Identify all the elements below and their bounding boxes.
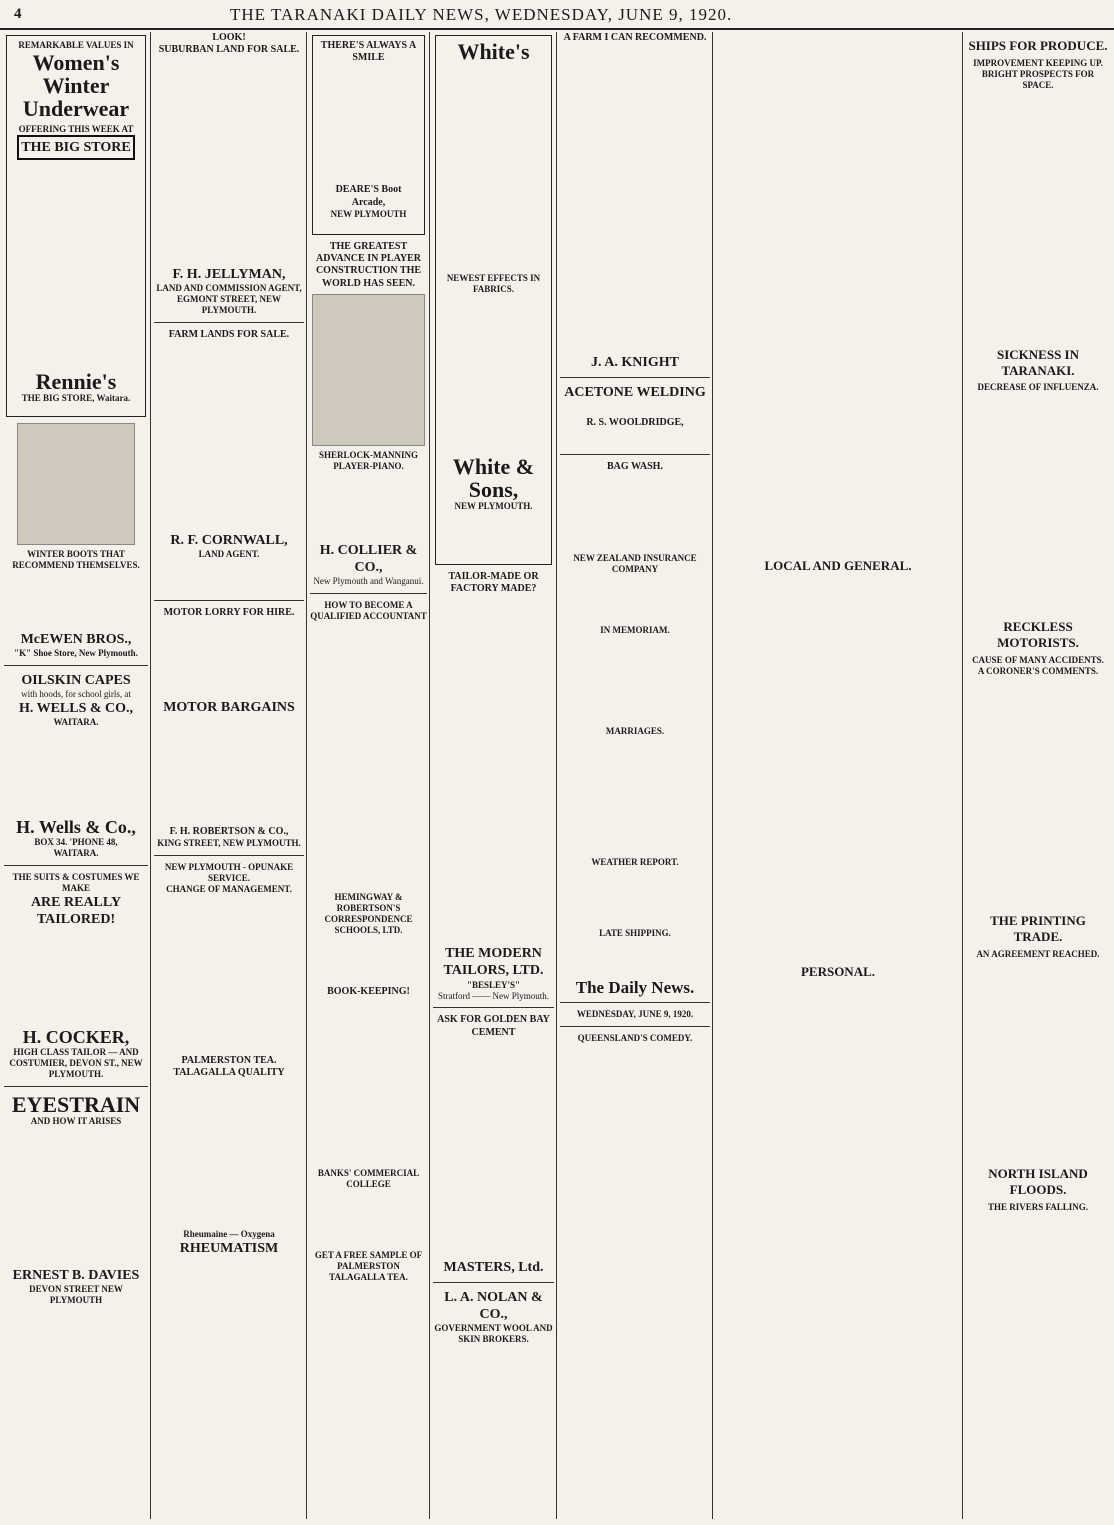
mcewen-address: "K" Shoe Store, New Plymouth.	[14, 648, 138, 659]
banks-name: BANKS' COMMERCIAL COLLEGE	[317, 1167, 420, 1189]
oilskin-sub: with hoods, for school girls, at	[21, 689, 131, 700]
deare-ad	[312, 35, 425, 235]
floods-heading: NORTH ISLAND FLOODS.	[988, 1165, 1088, 1197]
marriages-heading: MARRIAGES.	[605, 725, 665, 736]
change-heading: CHANGE OF MANAGEMENT.	[166, 883, 292, 894]
greatest-heading: THE GREATEST ADVANCE IN PLAYER CONSTRUCTION THE WORLD HAS SEEN.	[315, 241, 422, 289]
column-rule	[962, 32, 963, 1519]
column-5	[560, 32, 710, 1519]
smile-heading: THERE'S ALWAYS A SMILE	[320, 40, 417, 64]
boots-illustration	[17, 423, 134, 545]
ships-sub: IMPROVEMENT KEEPING UP. BRIGHT PROSPECTS FOR SPACE.	[973, 57, 1103, 90]
mcewen-name: McEWEN BROS.,	[20, 631, 132, 647]
masters-name: MASTERS, Ltd.	[443, 1259, 544, 1275]
column-3	[310, 32, 427, 1519]
column-1	[4, 32, 148, 1519]
ad-label: REMARKABLE VALUES IN	[18, 40, 134, 50]
collier-address: New Plymouth and Wanganui.	[313, 575, 424, 586]
accidents-heading: CAUSE OF MANY ACCIDENTS.	[972, 655, 1104, 666]
wells-name: H. WELLS & CO.,	[18, 701, 134, 717]
bag-wash-heading: BAG WASH.	[607, 460, 663, 472]
tea-sample: GET A FREE SAMPLE OF PALMERSTON TALAGALLA TEA.	[314, 1249, 423, 1282]
column-7	[966, 32, 1110, 1519]
masthead	[0, 0, 1114, 30]
page-number: 4	[14, 6, 22, 22]
column-rule	[429, 32, 430, 1519]
deare-name: DEARE'S Boot Arcade,	[335, 184, 402, 208]
daily-news-title: The Daily News.	[575, 977, 695, 997]
personal-heading: PERSONAL.	[800, 963, 876, 979]
stratford: Stratford —— New Plymouth.	[438, 990, 549, 1001]
oilskin-heading: OILSKIN CAPES	[21, 672, 131, 688]
newspaper-title: THE TARANAKI DAILY NEWS, WEDNESDAY, JUNE 9, 1920.	[230, 5, 733, 24]
ships-heading: SHIPS FOR PRODUCE.	[968, 38, 1108, 53]
cement-heading: ASK FOR GOLDEN BAY CEMENT	[437, 1014, 550, 1038]
jellyman-name: F. H. JELLYMAN,	[172, 267, 286, 283]
besleys: "BESLEY'S"	[466, 979, 520, 990]
eyestrain-heading: EYESTRAIN	[11, 1091, 141, 1117]
wells-phone: BOX 34. 'PHONE 48,	[34, 836, 118, 847]
agreement-heading: AN AGREEMENT REACHED.	[976, 948, 1100, 959]
farm-heading: FARM LANDS FOR SALE.	[168, 329, 290, 341]
wells-town: WAITARA.	[53, 717, 99, 728]
wooldridge-name: R. S. WOOLDRIDGE,	[586, 417, 684, 429]
davies-name: ERNEST B. DAVIES	[12, 1267, 140, 1283]
column-2	[154, 32, 304, 1519]
whites-town: NEW PLYMOUTH.	[454, 501, 533, 512]
palmerston-heading: PALMERSTON TEA.	[181, 1054, 277, 1066]
opunake-heading: NEW PLYMOUTH - OPUNAKE SERVICE.	[164, 862, 294, 883]
insurance-heading: NEW ZEALAND INSURANCE COMPANY	[573, 552, 697, 574]
rennie-name: Rennie's	[35, 369, 117, 395]
bookkeeping-heading: BOOK-KEEPING!	[327, 985, 410, 997]
robertson-name: F. H. ROBERTSON & CO.,	[169, 825, 289, 837]
shipping-heading: LATE SHIPPING.	[599, 927, 671, 938]
fabrics-heading: NEWEST EFFECTS IN FABRICS.	[446, 273, 541, 295]
boots-heading: WINTER BOOTS THAT RECOMMEND THEMSELVES.	[12, 549, 140, 570]
look-heading: LOOK!	[212, 32, 246, 43]
coroner-heading: A CORONER'S COMMENTS.	[977, 666, 1099, 677]
column-rule	[556, 32, 557, 1519]
column-6	[716, 32, 960, 1519]
suits-heading: THE SUITS & COSTUMES WE MAKE	[12, 871, 140, 893]
acetone-heading: ACETONE WELDING	[564, 385, 706, 401]
weather-heading: WEATHER REPORT.	[591, 856, 679, 867]
hemingway-name: HEMINGWAY & ROBERTSON'S CORRESPONDENCE SCHOOLS, LTD.	[324, 891, 413, 935]
piano-illustration	[312, 294, 425, 446]
whites-sons: White & Sons,	[452, 454, 535, 503]
editorial-date: WEDNESDAY, JUNE 9, 1920.	[576, 1009, 694, 1020]
memoriam-heading: IN MEMORIAM.	[600, 624, 670, 635]
rheumaine-heading: Rheumaine — Oxygena	[183, 1229, 275, 1240]
ad-title: Women's Winter Underwear	[22, 49, 130, 122]
rheumatism-heading: RHEUMATISM	[179, 1241, 279, 1257]
cocker-name: H. COCKER,	[22, 1027, 130, 1047]
ad-label: OFFERING THIS WEEK AT	[18, 124, 134, 135]
influenza-heading: DECREASE OF INFLUENZA.	[977, 382, 1099, 393]
tailor-heading: TAILOR-MADE OR FACTORY MADE?	[448, 571, 539, 595]
reckless-heading: RECKLESS MOTORISTS.	[997, 619, 1079, 651]
wells-name-large: H. Wells & Co.,	[16, 817, 136, 838]
davies-address: DEVON STREET NEW PLYMOUTH	[29, 1283, 123, 1305]
big-store-ad	[6, 35, 146, 417]
cocker-address: HIGH CLASS TAILOR — AND COSTUMIER, DEVON ST., NEW PLYMOUTH.	[9, 1046, 143, 1079]
sickness-heading: SICKNESS IN TARANAKI.	[996, 346, 1079, 378]
nolan-sub: GOVERNMENT WOOL AND SKIN BROKERS.	[434, 1323, 553, 1345]
nolan-name: L. A. NOLAN & CO.,	[444, 1289, 543, 1322]
cornwall-sub: LAND AGENT.	[198, 548, 260, 559]
whites-ad	[435, 35, 552, 565]
deare-address: NEW PLYMOUTH	[330, 208, 407, 219]
suburban-heading: SUBURBAN LAND FOR SALE.	[158, 44, 300, 56]
eyestrain-sub: AND HOW IT ARISES	[30, 1115, 122, 1126]
motor-bargains-heading: MOTOR BARGAINS	[163, 699, 295, 715]
suits-tagline: ARE REALLY TAILORED!	[30, 894, 122, 927]
wells-town: WAITARA.	[53, 847, 99, 858]
comedy-heading: QUEENSLAND'S COMEDY.	[577, 1033, 693, 1044]
whites-title: White's	[457, 39, 530, 64]
jellyman-address: LAND AND COMMISSION AGENT, EGMONT STREET, NEW PLYMOUTH.	[156, 283, 302, 316]
column-rule	[712, 32, 713, 1519]
accountant-heading: HOW TO BECOME A QUALIFIED ACCOUNTANT	[310, 599, 427, 621]
sherlock-heading: SHERLOCK-MANNING PLAYER-PIANO.	[318, 449, 418, 471]
robertson-address: KING STREET, NEW PLYMOUTH.	[157, 838, 301, 849]
column-rule	[150, 32, 151, 1519]
printing-heading: THE PRINTING TRADE.	[990, 913, 1086, 944]
modern-tailors: THE MODERN TAILORS, LTD.	[443, 946, 544, 979]
talagalla-heading: TALAGALLA QUALITY	[173, 1067, 285, 1079]
collier-name: H. COLLIER & CO.,	[319, 542, 418, 575]
local-heading: LOCAL AND GENERAL.	[764, 558, 912, 573]
rennie-address: THE BIG STORE, Waitara.	[21, 393, 131, 404]
column-rule	[306, 32, 307, 1519]
rivers-heading: THE RIVERS FALLING.	[987, 1201, 1089, 1212]
motor-lorry-heading: MOTOR LORRY FOR HIRE.	[163, 606, 295, 618]
cornwall-name: R. F. CORNWALL,	[170, 532, 288, 548]
column-4	[433, 32, 554, 1519]
knight-name: J. A. KNIGHT	[591, 355, 679, 371]
store-name: THE BIG STORE	[17, 135, 134, 160]
farm-rec-heading: A FARM I CAN RECOMMEND.	[563, 32, 707, 43]
